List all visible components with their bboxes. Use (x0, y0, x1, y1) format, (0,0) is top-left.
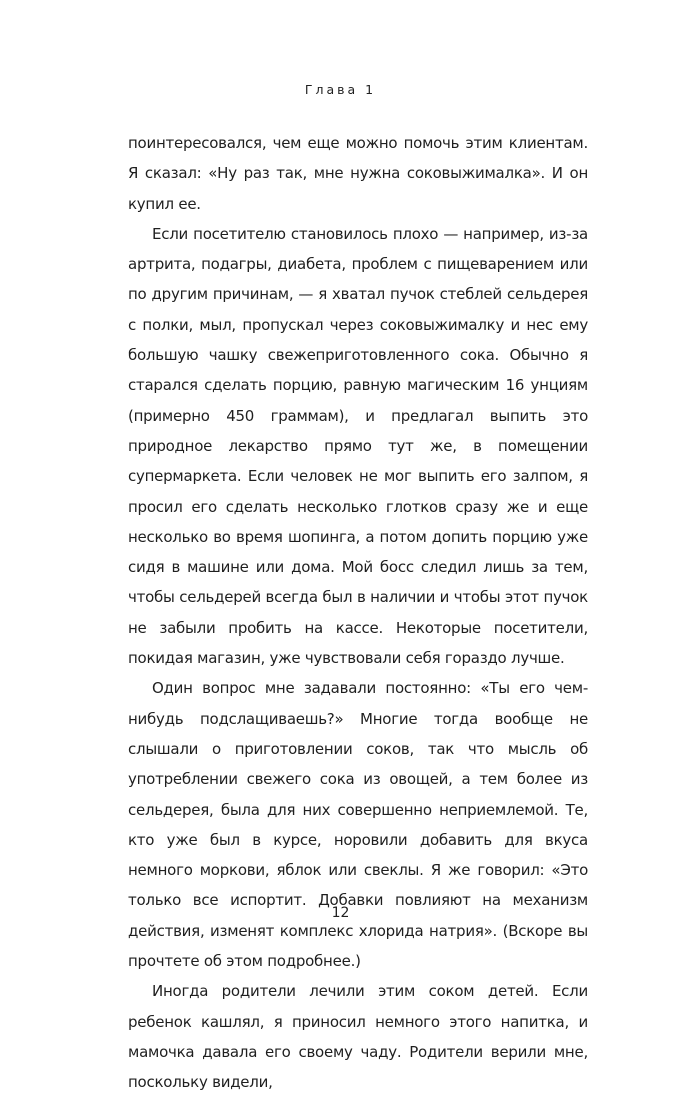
body-text (128, 128, 588, 1098)
paragraph: Иногда родители лечили этим соком детей. Если ребенок кашлял, я приносил немного этого напитка, и мамочка давала его своему чаду. Родители верили мне, поскольку видели, (128, 982, 588, 1092)
page-number: 12 (331, 905, 350, 921)
paragraph: Если посетителю становилось плохо — например, из-за артрита, подагры, диабета, проблем с пищеварением или по другим причинам, — я хватал пучок стеблей сельдерея с полки, мыл, пропускал через соковыжималку и нес ему большую чашку свежеприготовленного сока. Обычно я старался сделать порцию, равную магическим 16 унциям (примерно 450 граммам), и предлагал выпить это природное лекарство прямо тут же, в помещении супермаркета. Если человек не мог выпить его залпом, я просил его сделать несколько глотков сразу же и еще несколько во время шопинга, а потом допить порцию уже сидя в машине или дома. Мой босс следил лишь за тем, чтобы сельдерей всегда был в наличии и чтобы этот пучок не забыли пробить на кассе. Некоторые посетители, покидая магазин, уже чувствовали себя гораздо лучше. (128, 224, 588, 668)
running-header: Глава 1 (304, 82, 377, 97)
paragraph-continuation: поинтересовался, чем еще можно помочь этим клиентам. Я сказал: «Ну раз так, мне нужна соковыжималка». И он купил ее. (128, 134, 588, 213)
paragraph: Один вопрос мне задавали постоянно: «Ты его чем-нибудь подслащиваешь?» Многие тогда вообще не слышали о приготовлении соков, так что мысль об употреблении свежего сока из овощей, а тем более из сельдерея, была для них совершенно неприемлемой. Те, кто уже был в курсе, норовили добавить для вкуса немного моркови, яблок или свеклы. Я же говорил: «Это только все испортит. Добавки повлияют на механизм действия, изменят комплекс хлорида натрия». (Вскоре вы прочтете об этом подробнее.) (128, 679, 588, 971)
